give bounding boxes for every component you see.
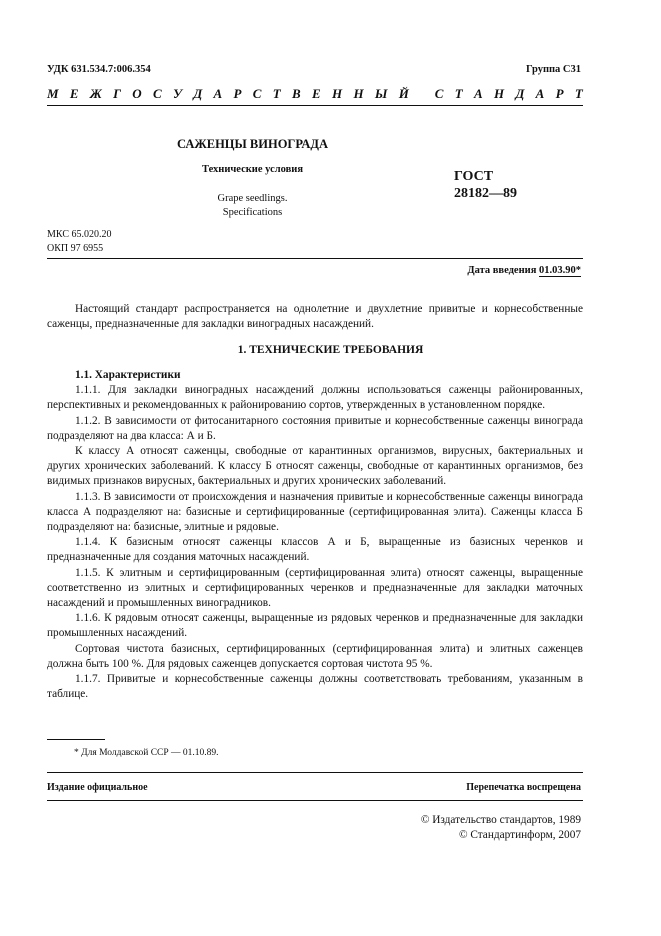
reprint-label: Перепечатка воспрещена — [466, 782, 581, 793]
effective-date — [467, 265, 581, 276]
date-rule — [47, 258, 583, 259]
banner-letter: Е — [69, 86, 79, 101]
banner-letter: С — [152, 86, 162, 101]
group-code: Группа С31 — [525, 64, 581, 75]
edition-label: Издание официальное — [47, 782, 148, 793]
banner-letter: Р — [555, 86, 564, 101]
banner-letter: Ж — [89, 86, 102, 101]
copyright-line: © Стандартинформ, 2007 — [458, 828, 581, 841]
subsection-title: 1.1. Характеристики — [75, 369, 181, 381]
paragraph-1-1-3: 1.1.3. В зависимости от происхождения и назначения привитые и корнесобственные саженцы винограда класса А подразделяют на: базисные и сертифицированные (сертифицированная элита). Саженцы класса Б подразделяют на: базисные, элитные и рядовые. — [47, 490, 583, 534]
banner-letter: А — [213, 86, 223, 101]
copyright-line: © Издательство стандартов, 1989 — [420, 814, 581, 826]
date-label: Дата введения — [467, 265, 537, 276]
footnote: * Для Молдавской ССР — 01.10.89. — [74, 748, 219, 758]
english-title-line: Grape seedlings. — [217, 193, 288, 204]
copyright-block — [421, 813, 581, 842]
document-title: САЖЕНЦЫ ВИНОГРАДА — [176, 137, 329, 151]
banner-letter: Р — [233, 86, 242, 101]
banner-letter: Г — [113, 86, 121, 101]
banner-letter: Н — [353, 86, 364, 101]
classification-codes — [47, 228, 111, 256]
banner-letter: С — [434, 86, 444, 101]
english-title-line: Specifications — [222, 207, 283, 218]
banner-gap — [420, 86, 423, 102]
english-title — [0, 192, 505, 220]
banner-letter: Н — [494, 86, 505, 101]
paragraph-1-1-5: 1.1.5. К элитным и сертифицированным (сертифицированная элита) относят саженцы, выращенные соответственно из элитных и сертифицированных черенков и предназначенные для закладки маточных насаждений и промышленных виноградников. — [47, 566, 583, 610]
footer-rule — [47, 772, 583, 773]
paragraph-1-1-1: 1.1.1. Для закладки виноградных насаждений должны использоваться саженцы районированных, перспективных и рекомендованных к районированию сортов, утвержденных в установленном порядке. — [47, 384, 583, 412]
banner-letter: М — [47, 86, 59, 101]
banner-letter: Т — [574, 86, 583, 101]
section-title: 1. ТЕХНИЧЕСКИЕ ТРЕБОВАНИЯ — [237, 344, 424, 356]
standard-banner — [47, 86, 583, 102]
banner-letter: Д — [515, 86, 525, 101]
banner-letter: Ы — [374, 86, 388, 101]
gost-designation — [454, 168, 517, 202]
gost-number: 28182—89 — [454, 186, 517, 201]
paragraph-purity: Сортовая чистота базисных, сертифицированных (сертифицированная элита) и элитных саженцев должна быть 100 %. Для рядовых саженцев допускается сортовая чистота 95 %. — [47, 642, 583, 670]
banner-letter: А — [535, 86, 545, 101]
banner-letter: Т — [272, 86, 281, 101]
banner-letter: Т — [454, 86, 463, 101]
paragraph-1-1-4: 1.1.4. К базисным относят саженцы классов А и Б, выращенные из базисных черенков и предназначенные для создания маточных насаждений. — [47, 536, 583, 564]
banner-letter: Д — [193, 86, 203, 101]
udk-code: УДК 631.534.7:006.354 — [47, 64, 151, 75]
date-value: 01.03.90* — [539, 265, 581, 276]
footnote-rule — [47, 739, 105, 740]
paragraph-1-1-2: 1.1.2. В зависимости от фитосанитарного состояния привитые и корнесобственные саженцы винограда подразделяют на два класса: А и Б. — [47, 414, 583, 442]
banner-letter: А — [474, 86, 483, 101]
document-subtitle: Технические условия — [201, 164, 304, 175]
okp-code: ОКП 97 6955 — [47, 243, 104, 254]
footer-bottom-rule — [47, 800, 583, 801]
banner-letter: У — [172, 86, 183, 101]
gost-label: ГОСТ — [454, 169, 494, 184]
banner-letter: Н — [332, 86, 343, 101]
paragraph-1-1-6: 1.1.6. К рядовым относят саженцы, выращенные из рядовых черенков и предназначенные для закладки промышленных насаждений. — [47, 612, 583, 640]
banner-letter: Е — [312, 86, 321, 101]
banner-letter: О — [132, 86, 142, 101]
requirements-body — [47, 368, 583, 702]
intro-text: Настоящий стандарт распространяется на однолетние и двухлетние привитые и корнесобственные саженцы, предназначенные для закладки виноградных насаждений. — [47, 303, 583, 331]
banner-rule — [47, 105, 583, 106]
banner-letter: В — [292, 86, 301, 101]
paragraph-1-1-7: 1.1.7. Привитые и корнесобственные саженцы должны соответствовать требованиям, указанным в таблице. — [47, 673, 583, 701]
mks-code: МКС 65.020.20 — [47, 229, 112, 240]
intro-paragraph — [47, 302, 583, 332]
paragraph-classes: К классу А относят саженцы, свободные от карантинных организмов, вирусных, бактериальных и других хронических заболеваний. К классу Б относят саженцы, свободные от карантинных организмов, без видимых признаков вирусных, бактериальных и других хронических заболеваний. — [47, 445, 583, 488]
banner-letter: С — [252, 86, 262, 101]
banner-letter: Й — [398, 86, 409, 101]
